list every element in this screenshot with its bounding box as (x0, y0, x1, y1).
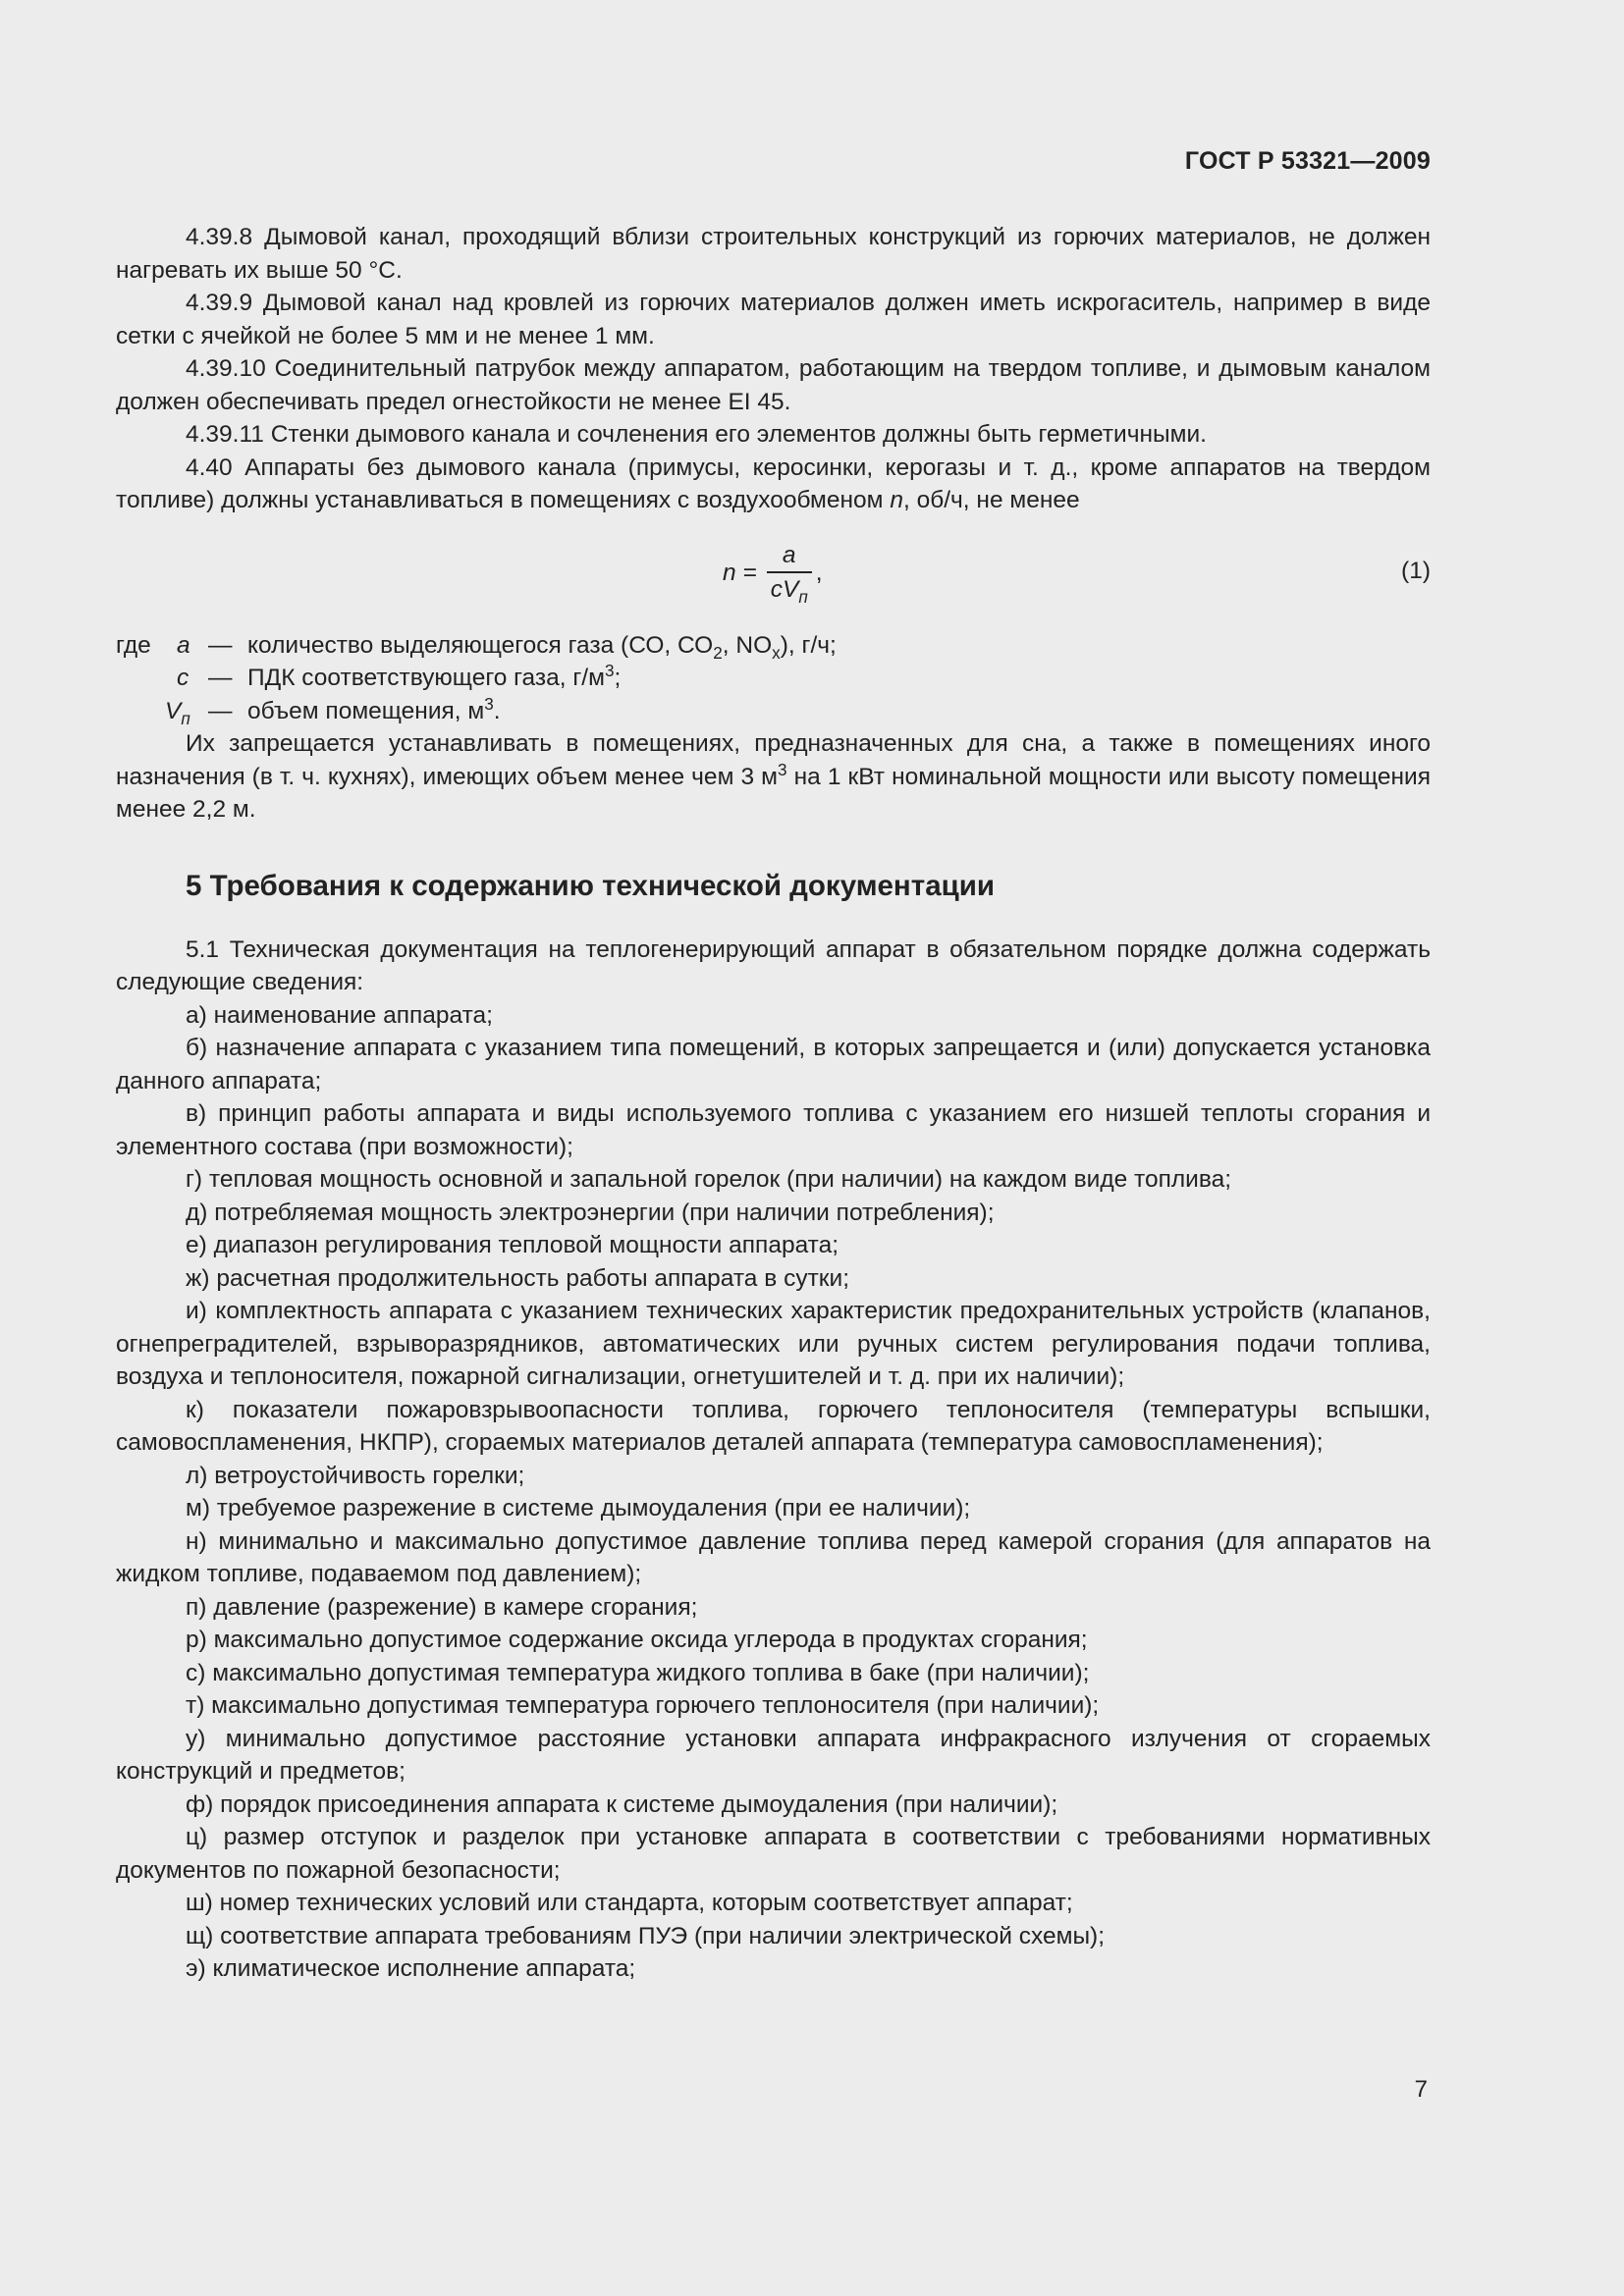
formula-fraction (767, 542, 812, 605)
list-item: ц) размер отступок и разделок при установке аппарата в соответствии с требованиями нормативных документов по пожарной безопасности; (116, 1824, 1431, 1884)
definition-row: где a — количество выделяющегося газа (СО, $СО_2$, $NO_x$), г/ч; (116, 629, 1431, 663)
list-item: л) ветроустойчивость горелки; (186, 1462, 525, 1489)
definition-row: c — ПДК соответствующего газа, $г/м^3$; (116, 662, 1431, 695)
definition-row: $V_п$ — объем помещения, $м^3$. (165, 693, 501, 728)
list-item: ж) расчетная продолжительность работы аппарата в сутки; (186, 1264, 849, 1292)
page-body (116, 221, 1431, 1986)
list-item: п) давление (разрежение) в камере сгорания; (186, 1593, 698, 1621)
paragraph: 4.39.10 Соединительный патрубок между аппаратом, работающим на твердом топливе, и дымовым каналом должен обеспечивать предел огнестойкости не менее EI 45. (116, 355, 1431, 415)
list-item: в) принцип работы аппарата и виды используемого топлива с указанием его низшей теплоты сгорания и элементного состава (при возможности); (116, 1100, 1431, 1160)
list-item: м) требуемое разрежение в системе дымоудаления (при ее наличии); (186, 1495, 971, 1522)
list-item: н) минимально и максимально допустимое давление топлива перед камерой сгорания (для аппаратов на жидком топливе, подаваемом под давлением); (116, 1527, 1431, 1587)
formula (723, 535, 823, 612)
formula-lhs: n = (723, 559, 757, 586)
definition-text: объем помещения, $м^3$. (247, 693, 501, 724)
paragraph-4-40: 4.40 Аппараты без дымового канала (примусы, керосинки, керогазы и т. д., кроме аппаратов на твердом топливе) должны устанавливаться в помещениях с воздухообменом n, об/ч, не менее (116, 454, 1431, 513)
paragraph: 4.39.11 Стенки дымового канала и сочленения его элементов должны быть герметичными. (186, 421, 1207, 448)
list-item: д) потребляемая мощность электроэнергии (при наличии потребления); (186, 1199, 995, 1226)
paragraph: 4.39.8 Дымовой канал, проходящий вблизи строительных конструкций из горючих материалов, не должен нагревать их выше 50 °С. (116, 224, 1431, 284)
document-code: ГОСТ Р 53321—2009 (1184, 147, 1431, 175)
definition-text: ПДК соответствующего газа, $г/м^3$; (247, 660, 622, 691)
definition-text: количество выделяющегося газа (СО, $СО_2$, $NO_x$), г/ч; (247, 631, 837, 663)
formula-numerator: a (782, 541, 796, 568)
list-item: щ) соответствие аппарата требованиям ПУЭ (при наличии электрической схемы); (186, 1922, 1106, 1949)
formula-block (116, 535, 1431, 629)
list-item: б) назначение аппарата с указанием типа помещений, в которых запрещается и (или) допускается установка данного аппарата; (116, 1035, 1431, 1095)
requirements-list (116, 934, 1431, 1986)
formula-number: (1) (1401, 557, 1431, 584)
list-item: с) максимально допустимая температура жидкого топлива в баке (при наличии); (186, 1659, 1090, 1686)
list-item: г) тепловая мощность основной и запальной горелок (при наличии) на каждом виде топлива; (186, 1166, 1232, 1193)
variable-n: n (890, 487, 903, 513)
list-item: е) диапазон регулирования тепловой мощности аппарата; (186, 1232, 839, 1258)
list-item: и) комплектность аппарата с указанием технических характеристик предохранительных устройств (клапанов, огнепреградителей, взрыворазрядников, автоматических или ручных систем регулирования подачи топлива, воздуха и теплоносителя, пожарной сигнализации, огнетушителей и т. д. при их наличии); (116, 1298, 1431, 1390)
paragraph-forbid: Их запрещается устанавливать в помещениях, предназначенных для сна, а также в помещениях иного назначения (в т. ч. кухнях), имеющих объем менее чем 3 $м^3$ на 1 кВт номинальной мощности или высоту помещения менее 2,2 м. (116, 730, 1432, 823)
section-heading: 5 Требования к содержанию технической документации (186, 869, 996, 902)
list-item: 5.1 Техническая документация на теплогенерирующий аппарат в обязательном порядке должна содержать следующие сведения: (116, 935, 1431, 995)
paragraph: 4.39.9 Дымовой канал над кровлей из горючих материалов должен иметь искрогаситель, например в виде сетки с ячейкой не более 5 мм и не менее 1 мм. (116, 290, 1431, 349)
list-item: э) климатическое исполнение аппарата; (186, 1955, 636, 1982)
list-item: у) минимально допустимое расстояние установки аппарата инфракрасного излучения от сгораемых конструкций и предметов; (116, 1725, 1431, 1785)
page-number: 7 (1414, 2076, 1428, 2103)
list-item: т) максимально допустимая температура горючего теплоносителя (при наличии); (186, 1692, 1100, 1719)
list-item: к) показатели пожаровзрывоопасности топлива, горючего теплоносителя (температуры вспышки, самовоспламенения, НКПР), сгораемых материалов деталей аппарата (температура самовоспламенения); (116, 1396, 1431, 1456)
definitions-lead: где (116, 631, 151, 659)
definitions-list (116, 629, 1431, 728)
list-item: р) максимально допустимое содержание оксида углерода в продуктах сгорания; (186, 1627, 1088, 1653)
list-item: а) наименование аппарата; (186, 1001, 493, 1029)
list-item: ф) порядок присоединения аппарата к системе дымоудаления (при наличии); (186, 1790, 1058, 1818)
formula-denominator: $cV_п$ (770, 575, 808, 607)
formula-comma: , (815, 559, 823, 586)
list-item: ш) номер технических условий или стандарта, которым соответствует аппарат; (186, 1890, 1073, 1916)
